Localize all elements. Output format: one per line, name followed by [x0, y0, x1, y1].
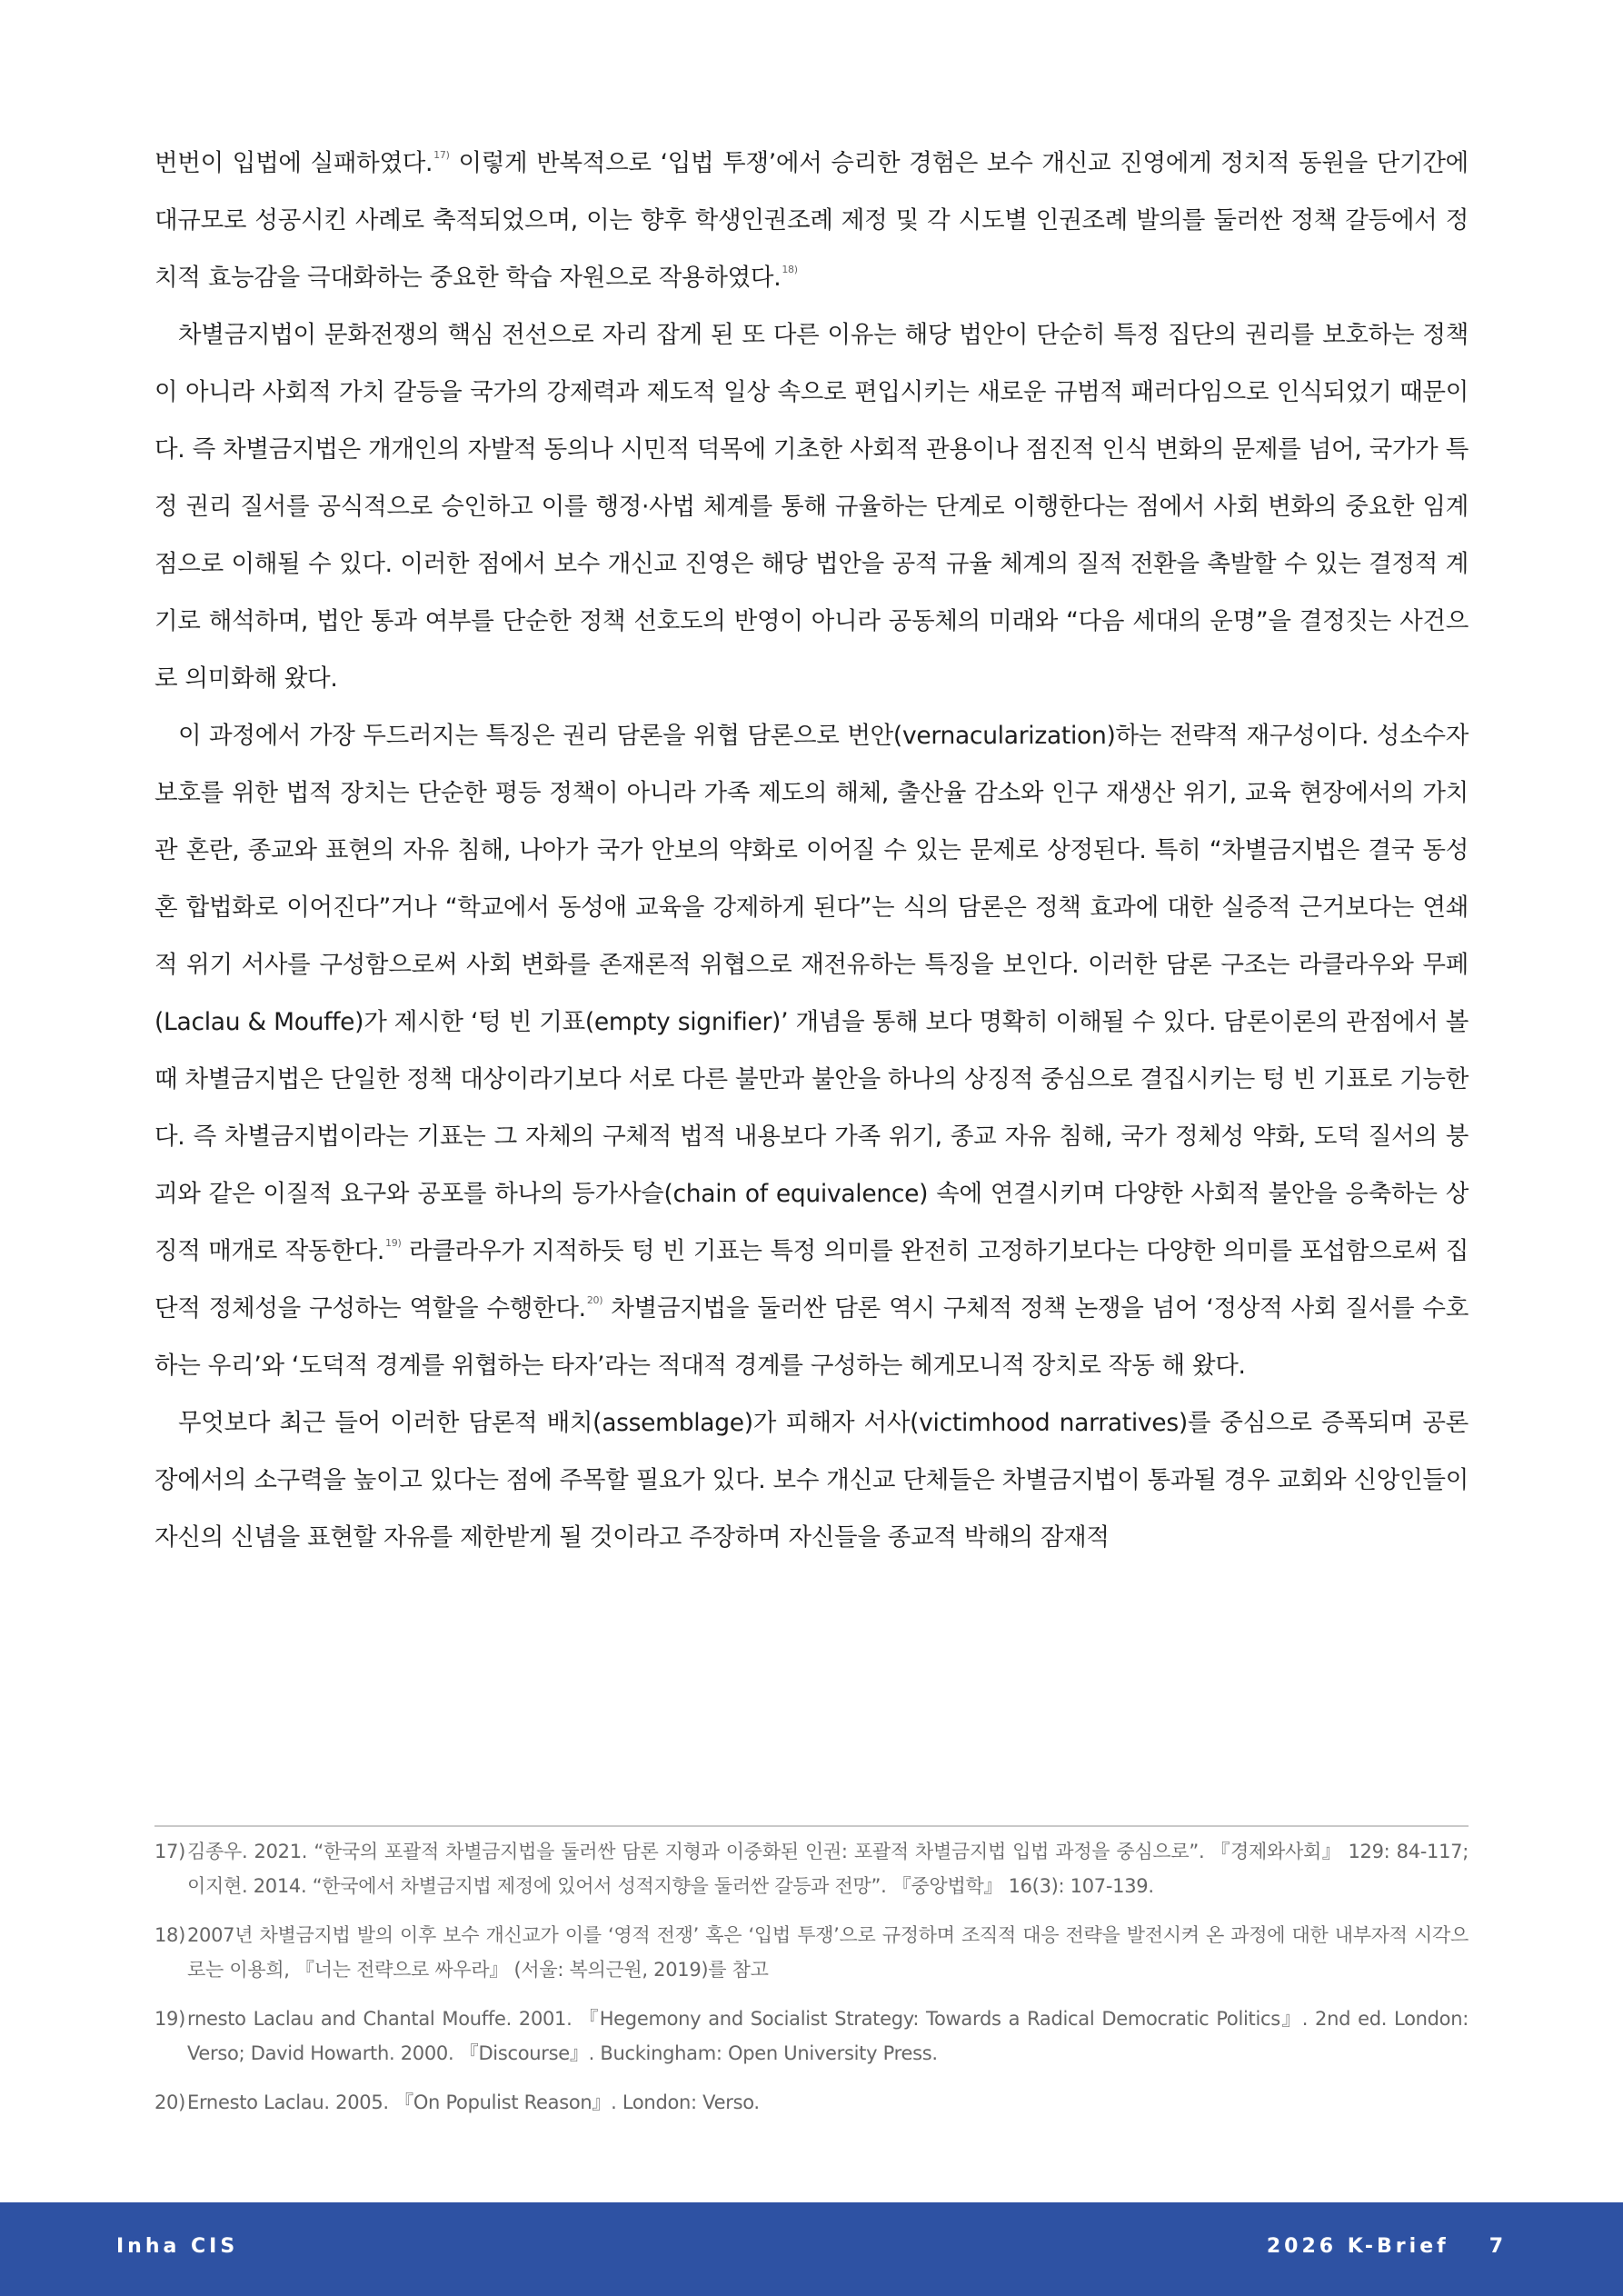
body-paragraph — [154, 1394, 1469, 1566]
footnote-reference[interactable]: 17) — [433, 149, 450, 161]
footnote-text: Ernesto Laclau. 2005. 『On Populist Reason』. London: Verso. — [187, 2091, 760, 2113]
footnote-text: rnesto Laclau and Chantal Mouffe. 2001. 『Hegemony and Socialist Strategy: Towards a Radical Democratic Politics』. 2nd ed. London: Verso; David Howarth. 2000. 『Discourse』. Buckingham: Open University Press. — [187, 2008, 1469, 2064]
paragraph-text: 이렇게 반복적으로 ‘입법 투쟁’에서 승리한 경험은 보수 개신교 진영에게 정치적 동원을 단기간에 대규모로 성공시킨 사례로 축적되었으며, 이는 향후 학생인권조례 제정 및 각 시도별 인권조례 발의를 둘러싼 정책 갈등에서 정치적 효능감을 극대화하는 중요한 학습 자원으로 작용하였다. — [154, 149, 1469, 292]
paragraph-text: 차별금지법이 문화전쟁의 핵심 전선으로 자리 잡게 된 또 다른 이유는 해당 법안이 단순히 특정 집단의 권리를 보호하는 정책이 아니라 사회적 가치 갈등을 국가의 강제력과 제도적 일상 속으로 편입시키는 새로운 규범적 패러다임으로 인식되었기 때문이다. 즉 차별금지법은 개개인의 자발적 동의나 시민적 덕목에 기초한 사회적 관용이나 점진적 인식 변화의 문제를 넘어, 국가가 특정 권리 질서를 공식적으로 승인하고 이를 행정·사법 체계를 통해 규율하는 단계로 이행한다는 점에서 사회 변화의 중요한 임계점으로 이해될 수 있다. 이러한 점에서 보수 개신교 진영은 해당 법안을 공적 규율 체계의 질적 전환을 촉발할 수 있는 결정적 계기로 해석하며, 법안 통과 여부를 단순한 정책 선호도의 반영이 아니라 공동체의 미래와 “다음 세대의 운명”을 결정짓는 사건으로 의미화해 왔다. — [154, 321, 1469, 693]
paragraph-text: 차별금지법을 둘러싼 담론 역시 구체적 정책 논쟁을 넘어 ‘정상적 사회 질서를 수호하는 우리’와 ‘도덕적 경계를 위협하는 타자’라는 적대적 경계를 구성하는 헤게모니적 장치로 작동 해 왔다. — [154, 1294, 1469, 1380]
page-number: 7 — [1489, 2235, 1507, 2258]
footnote-number: 19) — [154, 2008, 186, 2030]
publication-info — [1267, 2235, 1507, 2258]
footnote-number: 20) — [154, 2091, 186, 2113]
footnote-text: 2007년 차별금지법 발의 이후 보수 개신교가 이를 ‘영적 전쟁’ 혹은 ‘입법 투쟁’으로 규정하며 조직적 대응 전략을 발전시켜 온 과정에 대한 내부자적 시각으로는 이용희, 『너는 전략으로 싸우라』 (서울: 복의근원, 2019)를 참고 — [187, 1924, 1469, 1981]
footnote-number: 17) — [154, 1841, 186, 1862]
footnote-reference[interactable]: 20) — [586, 1294, 603, 1306]
publisher-label: Inha CIS — [116, 2235, 239, 2258]
paragraph-text: 이 과정에서 가장 두드러지는 특징은 권리 담론을 위협 담론으로 번안(vernacularization)하는 전략적 재구성이다. 성소수자 보호를 위한 법적 장치는 단순한 평등 정책이 아니라 가족 제도의 해체, 출산율 감소와 인구 재생산 위기, 교육 현장에서의 가치관 혼란, 종교와 표현의 자유 침해, 나아가 국가 안보의 약화로 이어질 수 있는 문제로 상정된다. 특히 “차별금지법은 결국 동성혼 합법화로 이어진다”거나 “학교에서 동성애 교육을 강제하게 된다”는 식의 담론은 정책 효과에 대한 실증적 근거보다는 연쇄적 위기 서사를 구성함으로써 사회 변화를 존재론적 위협으로 재전유하는 특징을 보인다. 이러한 담론 구조는 라클라우와 무페(Laclau & Mouffe)가 제시한 ‘텅 빈 기표(empty signifier)’ 개념을 통해 보다 명확히 이해될 수 있다. 담론이론의 관점에서 볼 때 차별금지법은 단일한 정책 대상이라기보다 서로 다른 불만과 불안을 하나의 상징적 중심으로 결집시키는 텅 빈 기표로 기능한다. 즉 차별금지법이라는 기표는 그 자체의 구체적 법적 내용보다 가족 위기, 종교 자유 침해, 국가 정체성 약화, 도덕 질서의 붕괴와 같은 이질적 요구와 공포를 하나의 등가사슬(chain of equivalence) 속에 연결시키며 다양한 사회적 불안을 응축하는 상징적 매개로 작동한다. — [154, 722, 1469, 1265]
footnote-item — [154, 2002, 1469, 2071]
body-paragraph — [154, 306, 1469, 707]
publication-title: 2026 K-Brief — [1266, 2235, 1449, 2258]
footnote-item — [154, 2085, 1469, 2120]
paragraph-text: 라클라우가 지적하듯 텅 빈 기표는 특정 의미를 완전히 고정하기보다는 다양한 의미를 포섭함으로써 집단적 정체성을 구성하는 역할을 수행한다. — [154, 1237, 1469, 1323]
footnote-reference[interactable]: 19) — [385, 1237, 402, 1249]
body-paragraph — [154, 707, 1469, 1394]
body-paragraph — [154, 135, 1469, 306]
paragraph-text: 무엇보다 최근 들어 이러한 담론적 배치(assemblage)가 피해자 서사(victimhood narratives)를 중심으로 증폭되며 공론장에서의 소구력을 높이고 있다는 점에 주목할 필요가 있다. 보수 개신교 단체들은 차별금지법이 통과될 경우 교회와 신앙인들이 자신의 신념을 표현할 자유를 제한받게 될 것이라고 주장하며 자신들을 종교적 박해의 잠재적 — [154, 1409, 1469, 1552]
footnote-text: 김종우. 2021. “한국의 포괄적 차별금지법을 둘러싼 담론 지형과 이중화된 인권: 포괄적 차별금지법 입법 과정을 중심으로”. 『경제와사회』 129: 84-117; 이지현. 2014. “한국에서 차별금지법 제정에 있어서 성적지향을 둘러싼 갈등과 전망”. 『중앙법학』 16(3): 107-139. — [187, 1841, 1469, 1897]
footnote-item — [154, 1834, 1469, 1903]
footnote-number: 18) — [154, 1924, 186, 1946]
page-footer — [0, 2202, 1623, 2296]
article-body — [154, 135, 1469, 1566]
footnote-reference[interactable]: 18) — [782, 264, 798, 275]
footnote-divider — [154, 1825, 1469, 1827]
footnote-item — [154, 1918, 1469, 1987]
paragraph-text: 번번이 입법에 실패하였다. — [154, 149, 433, 177]
footnotes — [154, 1834, 1469, 2134]
